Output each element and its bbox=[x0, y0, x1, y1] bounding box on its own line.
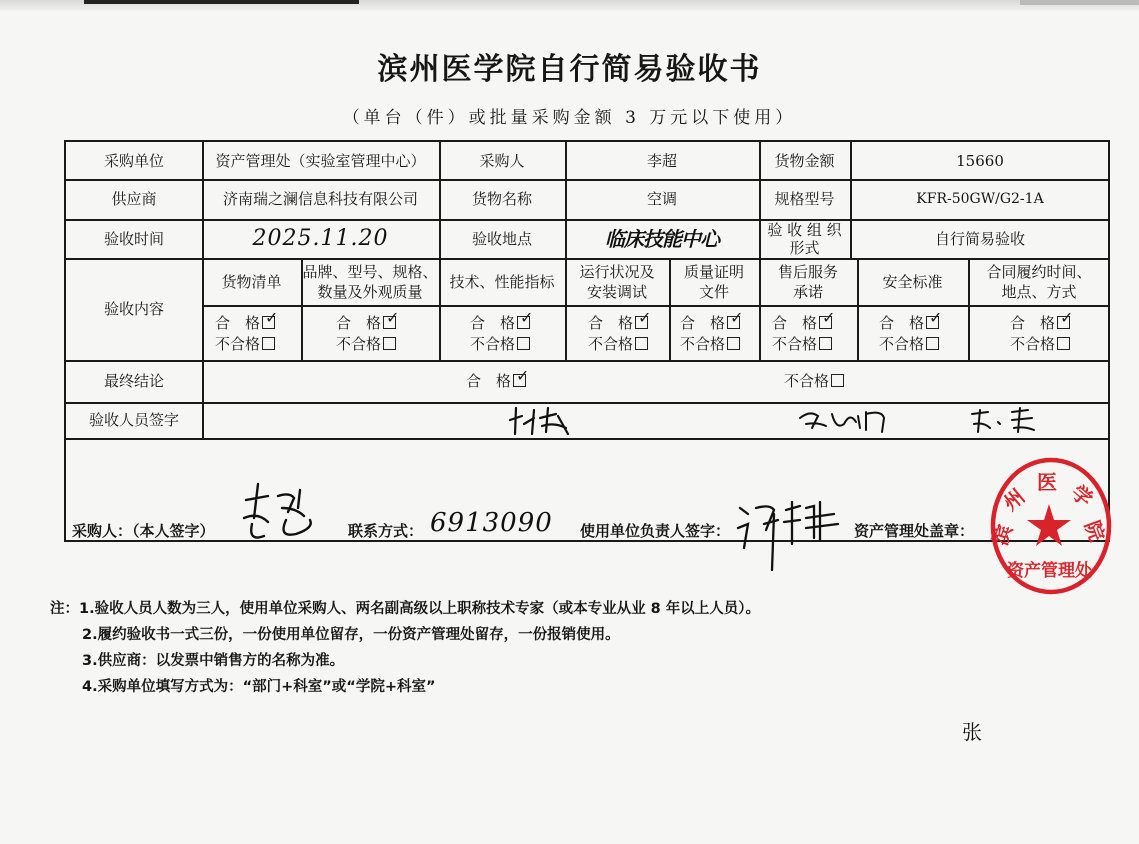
checkbox-empty[interactable] bbox=[819, 337, 832, 350]
seal-char-2: 州 bbox=[998, 484, 1030, 516]
note-3: 3.供应商：以发票中销售方的名称为准。 bbox=[82, 653, 345, 669]
supplier-label: 供应商 bbox=[111, 190, 157, 208]
seal-char-4: 学 bbox=[1066, 480, 1098, 512]
check-pass-brand-model[interactable]: 合 格 ✓ bbox=[336, 308, 400, 332]
checkbox-empty[interactable] bbox=[383, 337, 396, 350]
top-edge-shadow bbox=[1020, 0, 1139, 5]
spec-label: 规格型号 bbox=[774, 190, 835, 208]
checkbox-checked[interactable]: ✓ bbox=[262, 316, 275, 329]
spec-value: KFR-50GW/G2-1A bbox=[916, 191, 1044, 207]
checkbox-empty[interactable] bbox=[1057, 337, 1070, 350]
buyer-label: 采购人 bbox=[479, 151, 525, 170]
dept-label: 采购单位 bbox=[103, 151, 164, 170]
check-pass-operation[interactable]: 合 格 ✓ bbox=[588, 308, 652, 332]
check-pass-after-sales[interactable]: 合 格 ✓ bbox=[772, 308, 836, 332]
check-fail-contract[interactable]: 不合格 bbox=[1010, 334, 1070, 354]
notes bbox=[50, 596, 760, 700]
check-fail-goods-list[interactable]: 不合格 bbox=[215, 334, 275, 354]
col-header-brand-model: 品牌、型号、规格、 数量及外观质量 bbox=[302, 262, 438, 301]
check-pass-goods-list[interactable]: 合 格 ✓ bbox=[215, 308, 279, 332]
top-edge-mark bbox=[84, 0, 359, 4]
time-value-cell bbox=[202, 219, 439, 258]
check-fail-brand-model[interactable]: 不合格 bbox=[336, 334, 396, 354]
checkbox-empty[interactable] bbox=[727, 337, 740, 350]
checkbox-checked[interactable]: ✓ bbox=[727, 316, 740, 329]
seal-char-5: 院 bbox=[1079, 517, 1110, 545]
check-pass-safety[interactable]: 合 格 ✓ bbox=[879, 308, 943, 332]
time-value-handwritten: 2025.11.20 bbox=[252, 225, 389, 251]
contact-value-handwritten: 6913090 bbox=[430, 508, 553, 538]
dept-value: 资产管理处（实验室管理中心） bbox=[215, 151, 426, 170]
col-header-contract: 合同履约时间、 地点、方式 bbox=[986, 262, 1092, 301]
document-subtitle: （单台（件）或批量采购金额 3 万元以下使用） bbox=[342, 108, 797, 128]
leader-sign-label: 使用单位负责人签字： bbox=[580, 522, 731, 540]
checkbox-checked[interactable]: ✓ bbox=[819, 316, 832, 329]
amount-value: 15660 bbox=[956, 151, 1004, 170]
checkbox-empty[interactable] bbox=[831, 374, 844, 387]
stamp-label: 资产管理处盖章： bbox=[854, 522, 975, 540]
col-header-tech-performance: 技术、性能指标 bbox=[449, 272, 555, 291]
place-value-cell bbox=[565, 219, 759, 258]
time-label: 验收时间 bbox=[103, 229, 164, 248]
goods-label: 货物名称 bbox=[471, 190, 532, 208]
note-4: 4.采购单位填写方式为：“部门+科室”或“学院+科室” bbox=[82, 679, 436, 695]
goods-value: 空调 bbox=[646, 190, 677, 208]
official-seal bbox=[983, 452, 1113, 602]
check-fail-safety[interactable]: 不合格 bbox=[879, 334, 939, 354]
col-header-operation: 运行状况及 安装调试 bbox=[579, 262, 655, 301]
check-fail-quality-docs[interactable]: 不合格 bbox=[680, 334, 740, 354]
seal-char-3: 医 bbox=[1037, 470, 1057, 494]
checkbox-checked[interactable]: ✓ bbox=[926, 316, 939, 329]
seal-bottom-text: 资产管理处 bbox=[1007, 561, 1092, 581]
note-1: 注：1.验收人员人数为三人，使用单位采购人、两名副高级以上职称技术专家（或本专业从业 8 年以上人员）。 bbox=[50, 601, 761, 617]
buyer-sign-label: 采购人：（本人签字） bbox=[72, 522, 215, 540]
check-fail-after-sales[interactable]: 不合格 bbox=[772, 334, 832, 354]
place-value-handwritten: 临床技能中心 bbox=[605, 226, 719, 251]
check-pass-tech[interactable]: 合 格 ✓ bbox=[470, 308, 534, 332]
checkbox-empty[interactable] bbox=[517, 337, 530, 350]
check-pass-quality-docs[interactable]: 合 格 ✓ bbox=[680, 308, 744, 332]
amount-label: 货物金额 bbox=[774, 151, 835, 170]
check-pass-contract[interactable]: 合 格 ✓ bbox=[1010, 308, 1074, 332]
conclusion-label: 最终结论 bbox=[103, 372, 164, 390]
checkbox-checked[interactable]: ✓ bbox=[383, 316, 396, 329]
check-fail-operation[interactable]: 不合格 bbox=[588, 334, 648, 354]
buyer-value: 李超 bbox=[646, 151, 677, 170]
checkbox-checked[interactable]: ✓ bbox=[517, 316, 530, 329]
checkbox-checked[interactable]: ✓ bbox=[635, 316, 648, 329]
col-header-after-sales: 售后服务 承诺 bbox=[777, 262, 838, 301]
conclusion-fail[interactable]: 不合格 bbox=[784, 371, 844, 391]
acceptance-table bbox=[64, 140, 1110, 542]
conclusion-pass[interactable]: 合 格 ✓ bbox=[466, 366, 530, 390]
col-header-safety: 安全标准 bbox=[882, 272, 943, 291]
content-label: 验收内容 bbox=[103, 300, 164, 318]
checkbox-checked[interactable]: ✓ bbox=[513, 374, 526, 387]
seal-char-1: 滨 bbox=[987, 521, 1018, 549]
contact-label: 联系方式： bbox=[348, 522, 424, 540]
note-2: 2.履约验收书一式三份，一份使用单位留存，一份资产管理处留存，一份报销使用。 bbox=[82, 627, 620, 643]
org-value: 自行简易验收 bbox=[934, 229, 1025, 248]
checkbox-checked[interactable]: ✓ bbox=[1057, 316, 1070, 329]
corner-handwritten-mark: 张 bbox=[962, 720, 982, 744]
supplier-value: 济南瑞之澜信息科技有限公司 bbox=[222, 190, 418, 208]
place-label: 验收地点 bbox=[471, 229, 532, 248]
col-header-quality-docs: 质量证明 文件 bbox=[683, 262, 744, 301]
checkbox-empty[interactable] bbox=[262, 337, 275, 350]
document-title: 滨州医学院自行简易验收书 bbox=[377, 52, 762, 87]
check-fail-tech[interactable]: 不合格 bbox=[470, 334, 530, 354]
checkbox-empty[interactable] bbox=[926, 337, 939, 350]
org-label: 验 收 组 织 形式 bbox=[767, 220, 842, 257]
signers-label: 验收人员签字 bbox=[88, 411, 179, 429]
checkbox-empty[interactable] bbox=[635, 337, 648, 350]
col-header-goods-list: 货物清单 bbox=[221, 272, 282, 291]
